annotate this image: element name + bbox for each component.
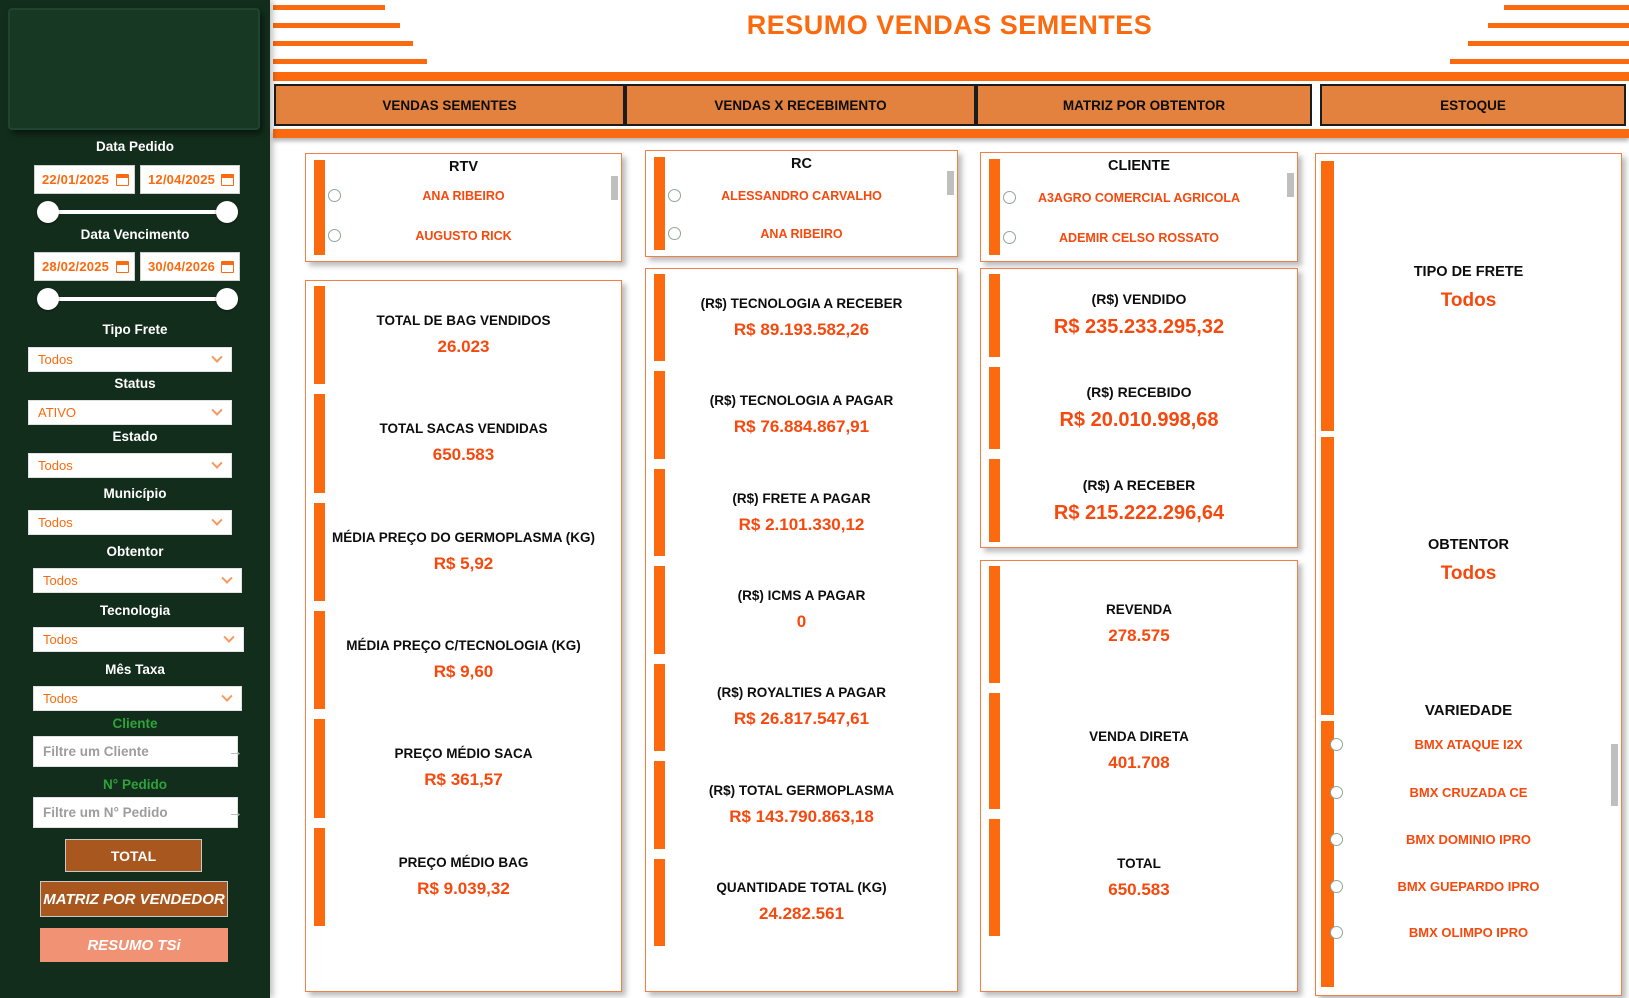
cliente-label: Cliente [112,716,158,731]
logo-placeholder [8,8,260,130]
radio-icon[interactable] [1330,833,1343,846]
list-item-label[interactable]: ANA RIBEIRO [760,227,843,241]
dropdown-tecnologia[interactable] [33,627,244,652]
accent-bar-icon [989,274,1000,357]
accent-bar-icon [314,503,325,601]
slider-track[interactable] [48,297,227,301]
accent-bar-icon [989,367,1000,450]
data-vencimento-from[interactable] [34,252,135,281]
kpi-label: TOTAL [1117,855,1161,871]
dropdown-value: Todos [38,458,73,473]
chevron-down-icon [221,572,232,583]
accent-bar-icon [654,566,665,653]
header-band [273,72,1629,81]
n-pedido-search[interactable] [33,797,243,828]
kpi-value: 650.583 [1108,879,1170,899]
accent-bar-icon [989,459,1000,542]
tab-label: MATRIZ POR OBTENTOR [1062,97,1226,113]
kpi-value: 401.708 [1108,753,1170,772]
calendar-icon[interactable] [116,174,129,186]
kpi-label: (R$) VENDIDO [1091,291,1187,308]
list-item-cliente-0[interactable] [981,189,1297,209]
accent-bar-icon [654,469,665,556]
data-vencimento-range-slider[interactable] [0,288,270,310]
kpi-media-preco-tecnologia [306,606,621,714]
radio-icon[interactable] [1003,191,1016,204]
kpi-label: (R$) RECEBIDO [1086,384,1192,400]
kpi-value: R$ 9,60 [433,662,494,682]
kpi-recebido [981,362,1297,455]
chevron-down-icon [221,690,232,701]
accent-bar-icon [654,664,665,751]
chevron-down-icon [223,631,234,642]
tab-label: ESTOQUE [1440,97,1506,113]
data-pedido-from[interactable] [34,165,135,194]
list-item-variedade-1[interactable] [1316,784,1621,804]
kpi-label: (R$) ICMS A PAGAR [737,587,866,603]
accent-bar-icon [314,828,325,926]
kpi-value: R$ 5,92 [433,553,494,573]
dropdown-estado[interactable] [28,453,232,478]
obtentor-estoque-value: Todos [1440,563,1497,584]
arrow-right-icon: → [228,743,243,760]
radio-icon[interactable] [1330,786,1343,799]
kpi-preco-medio-saca [306,714,621,822]
kpi-label: (R$) TOTAL GERMOPLASMA [708,782,895,798]
accent-bar-icon [654,371,665,458]
calendar-icon[interactable] [221,261,234,273]
list-item-label[interactable]: ANA RIBEIRO [422,189,505,203]
list-item-label[interactable]: AUGUSTO RICK [415,229,512,243]
chevron-down-icon [211,351,222,362]
rc-list-card [645,150,958,257]
kpi-value: 26.023 [437,337,490,357]
total-button-label: TOTAL [110,847,157,864]
kpi-value: R$ 89.193.582,26 [733,319,870,339]
municipio-label: Município [103,486,167,501]
decor-stripe [1450,59,1629,64]
variedade-list-title: VARIEDADE [1424,702,1513,719]
rtv-list-title: RTV [449,159,478,175]
list-item-label[interactable]: A3AGRO COMERCIAL AGRICOLA [1037,191,1241,205]
kpi-quantidade-total-kg [646,854,957,951]
dropdown-value: Todos [43,573,78,588]
data-vencimento-to[interactable] [140,252,240,281]
tipo-de-frete-label: TIPO DE FRETE [1413,264,1524,280]
total-button[interactable] [65,839,202,872]
kpi-label: (R$) A RECEBER [1082,476,1196,493]
rc-list-title: RC [791,156,812,172]
list-item-cliente-1[interactable] [981,229,1297,249]
chevron-down-icon [211,404,222,415]
list-item-label[interactable]: BMX ATAQUE I2X [1414,737,1523,752]
kpi-value: R$ 20.010.998,68 [1059,409,1219,431]
kpi-value: R$ 2.101.330,12 [738,514,865,534]
accent-bar-icon [989,693,1000,810]
accent-bar-icon [989,819,1000,936]
dropdown-status[interactable] [28,400,232,425]
radio-icon[interactable] [1003,231,1016,244]
list-item-label[interactable]: ALESSANDRO CARVALHO [721,189,882,203]
accent-bar-icon [314,719,325,817]
slider-handle-right[interactable] [216,288,238,310]
filter-sidebar [0,0,270,998]
kpi-label: MÉDIA PREÇO DO GERMOPLASMA (KG) [332,529,595,545]
list-item-rtv-1[interactable] [306,227,621,247]
accent-bar-icon [989,566,1000,683]
list-item-rc-0[interactable] [646,187,957,207]
obtentor-financeiro-kpi-card [980,268,1298,548]
kpi-label: PREÇO MÉDIO BAG [398,854,529,870]
page-title: RESUMO VENDAS SEMENTES [746,10,1153,40]
kpi-icms-a-pagar [646,561,957,658]
kpi-label: REVENDA [1105,602,1172,618]
calendar-icon[interactable] [116,261,129,273]
arrow-right-icon: → [228,804,243,821]
kpi-label: QUANTIDADE TOTAL (KG) [716,880,887,896]
date-value: 28/02/2025 [42,259,110,274]
date-value: 12/04/2025 [148,172,216,187]
data-pedido-range-slider[interactable] [0,201,270,223]
tab-matriz-por-obtentor[interactable] [976,84,1312,126]
obtentor-label: Obtentor [106,544,164,559]
kpi-label: (R$) ROYALTIES A PAGAR [716,685,886,701]
kpi-revenda [981,561,1297,688]
radio-icon[interactable] [668,189,681,202]
chevron-down-icon [211,457,222,468]
cliente-search[interactable] [33,736,243,767]
slider-handle-left[interactable] [37,201,59,223]
dropdown-value: Todos [38,352,73,367]
cliente-list-card [980,152,1298,262]
tab-vendas-sementes[interactable] [274,84,625,126]
tipo-de-frete-value: Todos [1440,290,1497,311]
kpi-royalties-a-pagar [646,659,957,756]
kpi-label: (R$) TECNOLOGIA A PAGAR [709,393,894,409]
date-value: 22/01/2025 [42,172,110,187]
slider-handle-right[interactable] [216,201,238,223]
radio-icon[interactable] [328,189,341,202]
kpi-total-sacas-vendidas [306,389,621,497]
kpi-preco-medio-bag [306,823,621,931]
kpi-vendido [981,269,1297,362]
dropdown-value: Todos [43,632,78,647]
n-pedido-label: N° Pedido [103,777,167,792]
header-band [273,129,1629,138]
radio-icon[interactable] [668,227,681,240]
accent-bar-icon [654,859,665,946]
scrollbar-thumb[interactable] [611,176,618,200]
kpi-value: 0 [796,611,807,631]
vendas-kpi-card [305,280,622,992]
accent-bar-icon [314,286,325,384]
kpi-media-preco-germoplasma [306,498,621,606]
kpi-value: R$ 143.790.863,18 [729,806,874,826]
list-item-label[interactable]: BMX CRUZADA CE [1409,785,1528,800]
dropdown-municipio[interactable] [28,510,232,535]
scrollbar-thumb[interactable] [1611,744,1618,806]
kpi-frete-a-pagar [646,464,957,561]
kpi-a-receber [981,454,1297,547]
radio-icon[interactable] [1330,738,1343,751]
accent-bar-icon [654,274,665,361]
data-pedido-to[interactable] [140,165,240,194]
tipo-frete-label: Tipo Frete [102,322,168,337]
cliente-list-title: CLIENTE [1107,158,1171,174]
data-pedido-label: Data Pedido [95,139,174,154]
list-item-rc-1[interactable] [646,225,957,245]
tab-estoque[interactable] [1320,84,1626,126]
slider-track[interactable] [48,210,227,214]
accent-bar-icon [314,394,325,492]
kpi-value: 650.583 [432,445,495,465]
accent-bar-icon [1321,721,1334,987]
kpi-value: 24.282.561 [758,904,845,924]
list-item-label[interactable]: BMX DOMINIO IPRO [1406,832,1531,847]
kpi-tecnologia-a-pagar [646,366,957,463]
estoque-panel [1315,153,1622,996]
slider-handle-left[interactable] [37,288,59,310]
recebimento-kpi-card [645,268,958,992]
accent-bar-icon [654,761,665,848]
list-item-label[interactable]: ADEMIR CELSO ROSSATO [1059,231,1219,245]
kpi-label: TOTAL SACAS VENDIDAS [379,421,548,437]
n-pedido-search-input[interactable] [34,798,228,827]
list-item-variedade-4[interactable] [1316,924,1621,944]
radio-icon[interactable] [1330,880,1343,893]
kpi-total [981,814,1297,941]
list-item-variedade-0[interactable] [1316,736,1621,756]
kpi-value: R$ 235.233.295,32 [1053,316,1225,339]
kpi-tecnologia-a-receber [646,269,957,366]
scrollbar-thumb[interactable] [1287,173,1294,197]
list-item-variedade-2[interactable] [1316,831,1621,851]
kpi-value: R$ 361,57 [424,770,503,790]
kpi-value: R$ 215.222.296,64 [1053,501,1225,524]
kpi-value: R$ 76.884.867,91 [733,417,870,437]
matriz-por-vendedor-button[interactable] [40,881,228,917]
list-item-label[interactable]: BMX OLIMPO IPRO [1408,925,1529,940]
chevron-down-icon [211,514,222,525]
estado-label: Estado [112,429,158,444]
kpi-value: R$ 9.039,32 [417,878,510,898]
matriz-por-vendedor-label: MATRIZ POR VENDEDOR [43,890,225,908]
kpi-label: MÉDIA PREÇO C/TECNOLOGIA (KG) [346,638,581,654]
dropdown-mes-taxa[interactable] [33,686,242,711]
tab-label: VENDAS X RECEBIMENTO [714,97,887,113]
obtentor-volume-kpi-card [980,560,1298,992]
status-label: Status [114,376,156,391]
kpi-value: 278.575 [1108,626,1170,646]
list-item-variedade-3[interactable] [1316,878,1621,898]
radio-icon[interactable] [328,229,341,242]
date-value: 30/04/2026 [148,259,216,274]
obtentor-estoque-label: OBTENTOR [1427,537,1510,553]
resumo-tsi-label: RESUMO TSi [87,936,181,954]
list-item-label[interactable]: BMX GUEPARDO IPRO [1397,879,1540,894]
decor-stripe [273,59,427,64]
kpi-total-bag-vendidos [306,281,621,389]
dropdown-obtentor[interactable] [33,568,242,593]
resumo-tsi-button[interactable] [40,928,228,962]
tecnologia-label: Tecnologia [99,603,171,618]
dropdown-value: Todos [43,691,78,706]
tab-label: VENDAS SEMENTES [382,97,517,113]
scrollbar-thumb[interactable] [947,171,954,195]
dropdown-value: Todos [38,515,73,530]
rtv-list-card [305,153,622,262]
list-item-rtv-0[interactable] [306,187,621,207]
radio-icon[interactable] [1330,926,1343,939]
kpi-label: (R$) TECNOLOGIA A RECEBER [700,295,903,311]
decor-stripe [273,41,413,46]
kpi-venda-direta [981,688,1297,815]
data-vencimento-label: Data Vencimento [80,227,190,242]
kpi-value: R$ 26.817.547,61 [733,709,870,729]
cliente-search-input[interactable] [34,737,228,766]
calendar-icon[interactable] [221,174,234,186]
accent-bar-icon [314,611,325,709]
decor-stripe [1468,41,1629,46]
tab-vendas-x-recebimento[interactable] [625,84,976,126]
kpi-label: (R$) FRETE A PAGAR [732,490,871,506]
kpi-label: VENDA DIRETA [1089,729,1189,744]
kpi-total-germoplasma [646,756,957,853]
mes-taxa-label: Mês Taxa [105,662,165,677]
dropdown-value: ATIVO [38,405,77,420]
kpi-label: PREÇO MÉDIO SACA [394,746,533,762]
kpi-label: TOTAL DE BAG VENDIDOS [376,313,551,329]
dropdown-tipo-frete[interactable] [28,347,232,372]
